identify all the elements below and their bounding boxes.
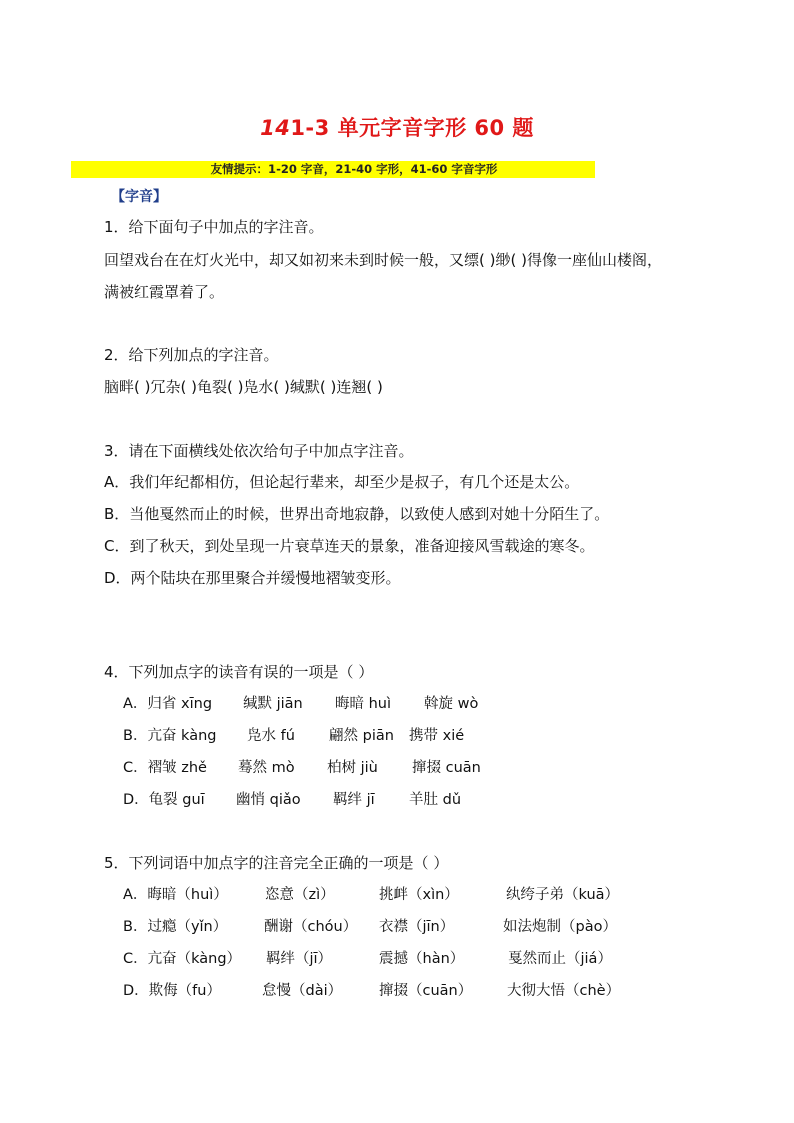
q4-b-3: 翩然 piān: [329, 728, 394, 744]
q5-d-2: 怠慢（dài）: [262, 983, 343, 999]
q4-d-3: 羁绊 jī: [333, 792, 375, 808]
q5-d-3: 撺掇（cuān）: [379, 983, 473, 999]
q2-line1: 脑畔( )冗杂( )龟裂( )凫水( )缄默( )连翘( ): [104, 378, 383, 396]
hint-text: 友情提示：1-20 字音，21-40 字形，41-60 字音字形: [210, 162, 498, 176]
q5-c-2: 羁绊（jī）: [266, 951, 333, 967]
q5-b-1: B．过瘾（yǐn）: [123, 919, 228, 935]
q5-stem: 5．下列词语中加点字的注音完全正确的一项是（ ）: [104, 854, 449, 872]
hint-banner: [71, 161, 595, 178]
title-text: 1-3 单元字音字形 60 题: [290, 116, 534, 140]
q5-c-4: 戛然而止（jiá）: [508, 951, 612, 967]
q5-b-3: 衣襟（jīn）: [379, 919, 455, 935]
q4-b-1: B．亢奋 kàng: [123, 728, 217, 744]
q4-stem: 4．下列加点字的读音有误的一项是（ ）: [104, 663, 374, 681]
q5-a-4: 纨绔子弟（kuā）: [506, 887, 620, 903]
q4-d-1: D．龟裂 guī: [123, 792, 205, 808]
q3-option-c: C．到了秋天，到处呈现一片衰草连天的景象，准备迎接风雪载途的寒冬。: [104, 537, 595, 555]
q4-c-4: 撺掇 cuān: [412, 760, 481, 776]
q4-c-2: 蓦然 mò: [238, 760, 295, 776]
q4-a-2: 缄默 jiān: [243, 696, 303, 712]
q4-a-1: A．归省 xīng: [123, 696, 213, 712]
q5-b-2: 酬谢（chóu）: [264, 919, 358, 935]
q3-option-d: D．两个陆块在那里聚合并缓慢地褶皱变形。: [104, 569, 401, 587]
q4-b-4: 携带 xié: [409, 728, 465, 744]
q3-option-a: A．我们年纪都相仿，但论起行辈来，却至少是叔子，有几个还是太公。: [104, 473, 580, 491]
q1-line1: 回望戏台在在灯火光中，却又如初来未到时候一般，又缥( )缈( )得像一座仙山楼阁，: [104, 251, 662, 269]
q3-stem: 3．请在下面横线处依次给句子中加点字注音。: [104, 442, 414, 460]
q4-a-4: 斡旋 wò: [424, 696, 479, 712]
page-title: [0, 112, 794, 142]
q2-stem: 2．给下列加点的字注音。: [104, 346, 279, 364]
q5-b-4: 如法炮制（pào）: [503, 919, 617, 935]
q4-a-3: 晦暗 huì: [335, 696, 392, 712]
q5-a-1: A．晦暗（huì）: [123, 887, 228, 903]
title-number: 14: [260, 116, 291, 140]
q4-d-2: 幽悄 qiǎo: [236, 792, 301, 808]
q5-a-3: 挑衅（xìn）: [379, 887, 459, 903]
q4-c-3: 柏树 jiù: [327, 760, 378, 776]
q5-c-1: C．亢奋（kàng）: [123, 951, 242, 967]
q4-b-2: 凫水 fú: [247, 728, 295, 744]
section-heading: 【字音】: [111, 189, 167, 205]
q1-line2: 满被红霞罩着了。: [104, 283, 225, 301]
q5-a-2: 恣意（zì）: [265, 887, 335, 903]
q4-c-1: C．褶皱 zhě: [123, 760, 207, 776]
q5-d-4: 大彻大悟（chè）: [507, 983, 621, 999]
q5-d-1: D．欺侮（fu）: [123, 983, 221, 999]
q1-stem: 1．给下面句子中加点的字注音。: [104, 218, 324, 236]
q3-option-b: B．当他戛然而止的时候，世界出奇地寂静，以致使人感到对她十分陌生了。: [104, 505, 610, 523]
q4-d-4: 羊肚 dǔ: [409, 792, 462, 808]
q5-c-3: 震撼（hàn）: [379, 951, 465, 967]
